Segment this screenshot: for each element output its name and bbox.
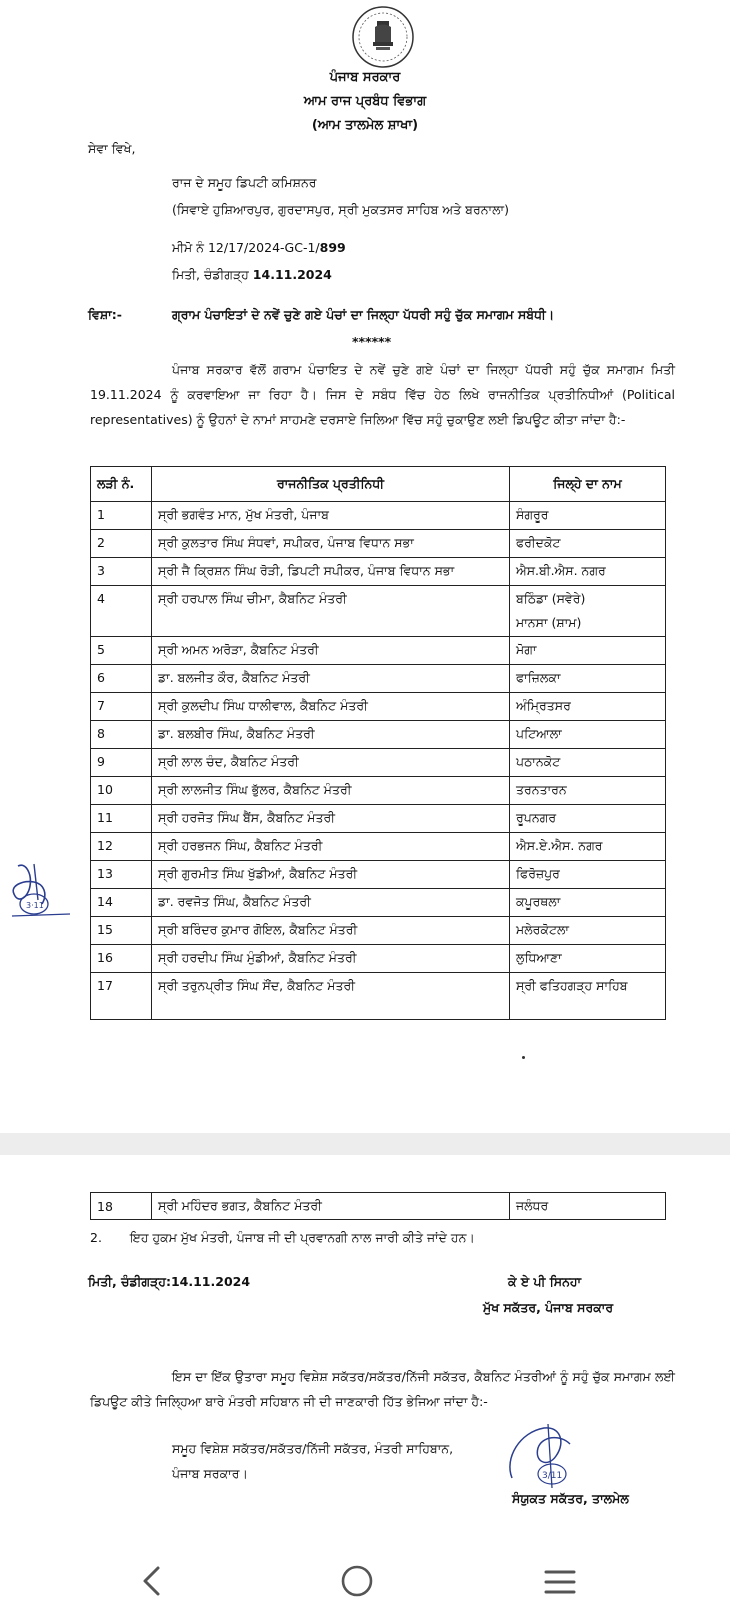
serial-cell: 15 [91,917,152,945]
serial-cell: 2 [91,530,152,558]
body-paragraph: ਪੰਜਾਬ ਸਰਕਾਰ ਵੱਲੋਂ ਗਰਾਮ ਪੰਚਾਇਤ ਦੇ ਨਵੇਂ ਚੁਣੇ ਗਏ ਪੰਚਾਂ ਦਾ ਜਿਲ੍ਹਾ ਪੱਧਰੀ ਸਹੁੰ ਚੁੱਕ ਸਮਾਗਮ ਮਿਤੀ 19.11.2024 ਨੂੰ ਕਰਵਾਇਆ ਜਾ ਰਿਹਾ ਹੈ। ਜਿਸ ਦੇ ਸਬੰਧ ਵਿੱਚ ਹੇਠ ਲਿਖੇ ਰਾਜਨੀਤਿਕ ਪ੍ਰਤੀਨਿਧੀਆਂ (Political representatives) ਨੂੰ ਉਹਨਾਂ ਦੇ ਨਾਮਾਂ ਸਾਹਮਣੇ ਦਰਸਾਏ ਜਿਲਿਆ ਵਿੱਚ ਸਹੁੰ ਚੁਕਾਉਣ ਲਈ ਡਿਪਊਟ ਕੀਤਾ ਜਾਂਦਾ ਹੈ:- [90,362,675,427]
table-row [91,973,666,1020]
signature-note-text: 3/11 [542,1471,563,1481]
representative-cell: ਸ੍ਰੀ ਲਾਲਜੀਤ ਸਿੰਘ ਭੁੱਲਰ, ਕੈਬਨਿਟ ਮੰਤਰੀ [152,777,510,805]
representative-cell: ਸ੍ਰੀ ਹਰਪਾਲ ਸਿੰਘ ਚੀਮਾ, ਕੈਬਨਿਟ ਮੰਤਰੀ [152,586,510,637]
serial-cell: 17 [91,973,152,1020]
district-cell: ਲੁਧਿਆਣਾ [510,945,666,973]
table-row [91,502,666,530]
serial-cell: 11 [91,805,152,833]
signoff-designation: ਮੁੱਖ ਸਕੱਤਰ, ਪੰਜਾਬ ਸਰਕਾਰ [483,1300,614,1315]
representative-cell: ਡਾ. ਬਲਬੀਰ ਸਿੰਘ, ਕੈਬਨਿਟ ਮੰਤਰੀ [152,721,510,749]
table-row [91,637,666,665]
district-cell: ਪਠਾਨਕੋਟ [510,749,666,777]
endorsement-signatory: ਸੰਯੁਕਤ ਸਕੱਤਰ, ਤਾਲਮੇਲ [512,1491,629,1506]
endorsement-paragraph: ਇਸ ਦਾ ਇੱਕ ਉਤਾਰਾ ਸਮੂਹ ਵਿਸ਼ੇਸ਼ ਸਕੱਤਰ/ਸਕੱਤਰ/ਨਿੱਜੀ ਸਕੱਤਰ, ਕੈਬਨਿਟ ਮੰਤਰੀਆਂ ਨੂੰ ਸਹੁੰ ਚੁੱਕ ਸਮਾਗਮ ਲਈ ਡਿਪਊਟ ਕੀਤੇ ਜਿਲ੍ਹਿਆ ਬਾਰੇ ਮੰਤਰੀ ਸਹਿਬਾਨ ਜੀ ਦੀ ਜਾਣਕਾਰੀ ਹਿੱਤ ਭੇਜਿਆ ਜਾਂਦਾ ਹੈ:- [90,1369,675,1409]
salutation: ਸੇਵਾ ਵਿਖੇ, [88,141,136,156]
representative-cell: ਡਾ. ਬਲਜੀਤ ਕੌਰ, ਕੈਬਨਿਟ ਮੰਤਰੀ [152,665,510,693]
district-cell [510,586,666,637]
district-evening: ਮਾਨਸਾ (ਸ਼ਾਮ) [516,615,582,630]
serial-cell: 10 [91,777,152,805]
serial-cell: 12 [91,833,152,861]
district-cell: ਕਪੂਰਥਲਾ [510,889,666,917]
memo-date-prefix: ਮਿਤੀ, ਚੰਡੀਗੜ੍ਹ [172,267,253,282]
memo-prefix: ਮੀਮੋ ਨੰ 12/17/2024-GC-1/ [172,240,320,255]
district-cell: ਐਸ.ਬੀ.ਐਸ. ਨਗਰ [510,558,666,586]
representative-cell: ਸ੍ਰੀ ਹਰਦੀਪ ਸਿੰਘ ਮੁੰਡੀਆਂ, ਕੈਬਨਿਟ ਮੰਤਰੀ [152,945,510,973]
note-number: 2. [90,1230,102,1245]
representative-cell: ਸ੍ਰੀ ਤਰੁਨਪ੍ਰੀਤ ਸਿੰਘ ਸੌਂਦ, ਕੈਬਨਿਟ ਮੰਤਰੀ [152,973,510,1020]
representative-cell: ਸ੍ਰੀ ਕੁਲਤਾਰ ਸਿੰਘ ਸੰਧਵਾਂ, ਸਪੀਕਰ, ਪੰਜਾਬ ਵਿਧਾਨ ਸਭਾ [152,530,510,558]
table-row [91,530,666,558]
system-navigation-bar [0,1560,730,1606]
recents-menu-icon[interactable] [544,1568,576,1596]
memo-date-value: 14.11.2024 [252,267,332,282]
representative-cell: ਸ੍ਰੀ ਲਾਲ ਚੰਦ, ਕੈਬਨਿਟ ਮੰਤਰੀ [152,749,510,777]
endorsement-recipient-govt: ਪੰਜਾਬ ਸਰਕਾਰ। [172,1466,248,1481]
signoff-date: ਮਿਤੀ, ਚੰਡੀਗੜ੍ਹ:14.11.2024 [88,1274,251,1289]
district-cell: ਸ੍ਰੀ ਫਤਿਹਗੜ੍ਹ ਸਾਹਿਬ [510,973,666,1020]
table-row [91,1193,666,1220]
memo-number [172,239,346,257]
margin-note-text: 3·11 [26,901,44,910]
district-cell: ਤਰਨਤਾਰਨ [510,777,666,805]
district-cell: ਐਸ.ਏ.ਐਸ. ਨਗਰ [510,833,666,861]
table-row [91,558,666,586]
government-emblem-icon [350,4,416,70]
table-row [91,721,666,749]
home-circle-icon[interactable] [340,1564,374,1598]
col-header-serial: ਲੜੀ ਨੰ. [91,467,152,502]
table-row [91,945,666,973]
representative-cell: ਸ੍ਰੀ ਗੁਰਮੀਤ ਸਿੰਘ ਖੁੱਡੀਆਂ, ਕੈਬਨਿਟ ਮੰਤਰੀ [152,861,510,889]
district-cell: ਰੂਪਨਗਰ [510,805,666,833]
signoff-name: ਕੇ ਏ ਪੀ ਸਿਨਹਾ [508,1274,582,1289]
note-text: ਇਹ ਹੁਕਮ ਮੁੱਖ ਮੰਤਰੀ, ਪੰਜਾਬ ਜੀ ਦੀ ਪ੍ਰਵਾਨਗੀ ਨਾਲ ਜਾਰੀ ਕੀਤੇ ਜਾਂਦੇ ਹਨ। [130,1230,475,1245]
table-row [91,833,666,861]
serial-cell: 6 [91,665,152,693]
col-header-representative: ਰਾਜਨੀਤਿਕ ਪ੍ਰਤੀਨਿਧੀ [152,467,510,502]
district-cell: ਫਿਰੋਜ਼ਪੁਰ [510,861,666,889]
serial-cell: 1 [91,502,152,530]
table-row [91,693,666,721]
table-row [91,805,666,833]
header-branch: (ਆਮ ਤਾਲਮੇਲ ਸ਼ਾਖਾ) [311,118,419,133]
representative-cell: ਸ੍ਰੀ ਹਰਜੋਤ ਸਿੰਘ ਬੈਂਸ, ਕੈਬਨਿਟ ਮੰਤਰੀ [152,805,510,833]
memo-date [172,266,332,284]
table-row [91,749,666,777]
representative-cell: ਸ੍ਰੀ ਭਗਵੰਤ ਮਾਨ, ਮੁੱਖ ਮੰਤਰੀ, ਪੰਜਾਬ [152,502,510,530]
col-header-district: ਜਿਲ੍ਹੇ ਦਾ ਨਾਮ [510,467,666,502]
serial-cell: 4 [91,586,152,637]
addressee: ਰਾਜ ਦੇ ਸਮੂਹ ਡਿਪਟੀ ਕਮਿਸ਼ਨਰ [172,175,317,190]
serial-cell: 8 [91,721,152,749]
margin-initials-mark [4,860,74,940]
serial-cell: 9 [91,749,152,777]
serial-cell: 14 [91,889,152,917]
district-cell: ਜਲੰਧਰ [510,1193,666,1220]
district-cell: ਪਟਿਆਲਾ [510,721,666,749]
district-cell: ਫਰੀਦਕੋਟ [510,530,666,558]
signature-mark [500,1418,590,1498]
serial-cell: 16 [91,945,152,973]
table-row [91,665,666,693]
table-row [91,861,666,889]
district-cell: ਸੰਗਰੂਰ [510,502,666,530]
back-chevron-icon[interactable] [140,1564,162,1598]
district-cell: ਫਾਜ਼ਿਲਕਾ [510,665,666,693]
table-row [91,586,666,637]
endorsement-recipient: ਸਮੂਹ ਵਿਸ਼ੇਸ਼ ਸਕੱਤਰ/ਸਕੱਤਰ/ਨਿੱਜੀ ਸਕੱਤਰ, ਮੰਤਰੀ ਸਾਹਿਬਾਨ, [172,1441,454,1456]
stray-dot [522,1056,525,1059]
representative-cell: ਸ੍ਰੀ ਕੁਲਦੀਪ ਸਿੰਘ ਧਾਲੀਵਾਲ, ਕੈਬਨਿਟ ਮੰਤਰੀ [152,693,510,721]
serial-cell: 3 [91,558,152,586]
serial-cell: 13 [91,861,152,889]
subject-separator: ****** [352,334,392,349]
serial-cell: 18 [91,1193,152,1220]
representative-cell: ਡਾ. ਰਵਜੋਤ ਸਿੰਘ, ਕੈਬਨਿਟ ਮੰਤਰੀ [152,889,510,917]
subject-text: ਗ੍ਰਾਮ ਪੰਚਾਇਤਾਂ ਦੇ ਨਵੇਂ ਚੁਣੇ ਗਏ ਪੰਚਾਂ ਦਾ ਜਿਲ੍ਹਾ ਪੱਧਰੀ ਸਹੁੰ ਚੁੱਕ ਸਮਾਗਮ ਸਬੰਧੀ। [172,307,555,322]
table-row [91,889,666,917]
representative-cell: ਸ੍ਰੀ ਜੈ ਕ੍ਰਿਸ਼ਨ ਸਿੰਘ ਰੋੜੀ, ਡਿਪਟੀ ਸਪੀਕਰ, ਪੰਜਾਬ ਵਿਧਾਨ ਸਭਾ [152,558,510,586]
table-row [91,917,666,945]
header-department: ਆਮ ਰਾਜ ਪ੍ਰਬੰਧ ਵਿਭਾਗ [303,94,427,109]
table-header-row [91,467,666,502]
representative-cell: ਸ੍ਰੀ ਮਹਿੰਦਰ ਭਗਤ, ਕੈਬਨਿਟ ਮੰਤਰੀ [152,1193,510,1220]
representatives-table-continued [90,1192,666,1220]
table-row [91,777,666,805]
district-cell: ਮਲੇਰਕੋਟਲਾ [510,917,666,945]
addressee-exception: (ਸਿਵਾਏ ਹੁਸ਼ਿਆਰਪੁਰ, ਗੁਰਦਾਸਪੁਰ, ਸ੍ਰੀ ਮੁਕਤਸਰ ਸਾਹਿਬ ਅਤੇ ਬਰਨਾਲਾ) [172,202,509,217]
district-cell: ਅੰਮ੍ਰਿਤਸਰ [510,693,666,721]
representative-cell: ਸ੍ਰੀ ਅਮਨ ਅਰੋੜਾ, ਕੈਬਨਿਟ ਮੰਤਰੀ [152,637,510,665]
subject-label: ਵਿਸ਼ਾ:- [88,307,122,322]
page-break-divider [0,1133,730,1155]
district-cell: ਮੋਗਾ [510,637,666,665]
representative-cell: ਸ੍ਰੀ ਬਰਿੰਦਰ ਕੁਮਾਰ ਗੋਇਲ, ਕੈਬਨਿਟ ਮੰਤਰੀ [152,917,510,945]
serial-cell: 7 [91,693,152,721]
representatives-table [90,466,666,1020]
header-government: ਪੰਜਾਬ ਸਰਕਾਰ [329,70,401,85]
representative-cell: ਸ੍ਰੀ ਹਰਭਜਨ ਸਿੰਘ, ਕੈਬਨਿਟ ਮੰਤਰੀ [152,833,510,861]
memo-no: 899 [319,240,346,255]
district-morning: ਬਠਿੰਡਾ (ਸਵੇਰੇ) [516,591,586,606]
serial-cell: 5 [91,637,152,665]
